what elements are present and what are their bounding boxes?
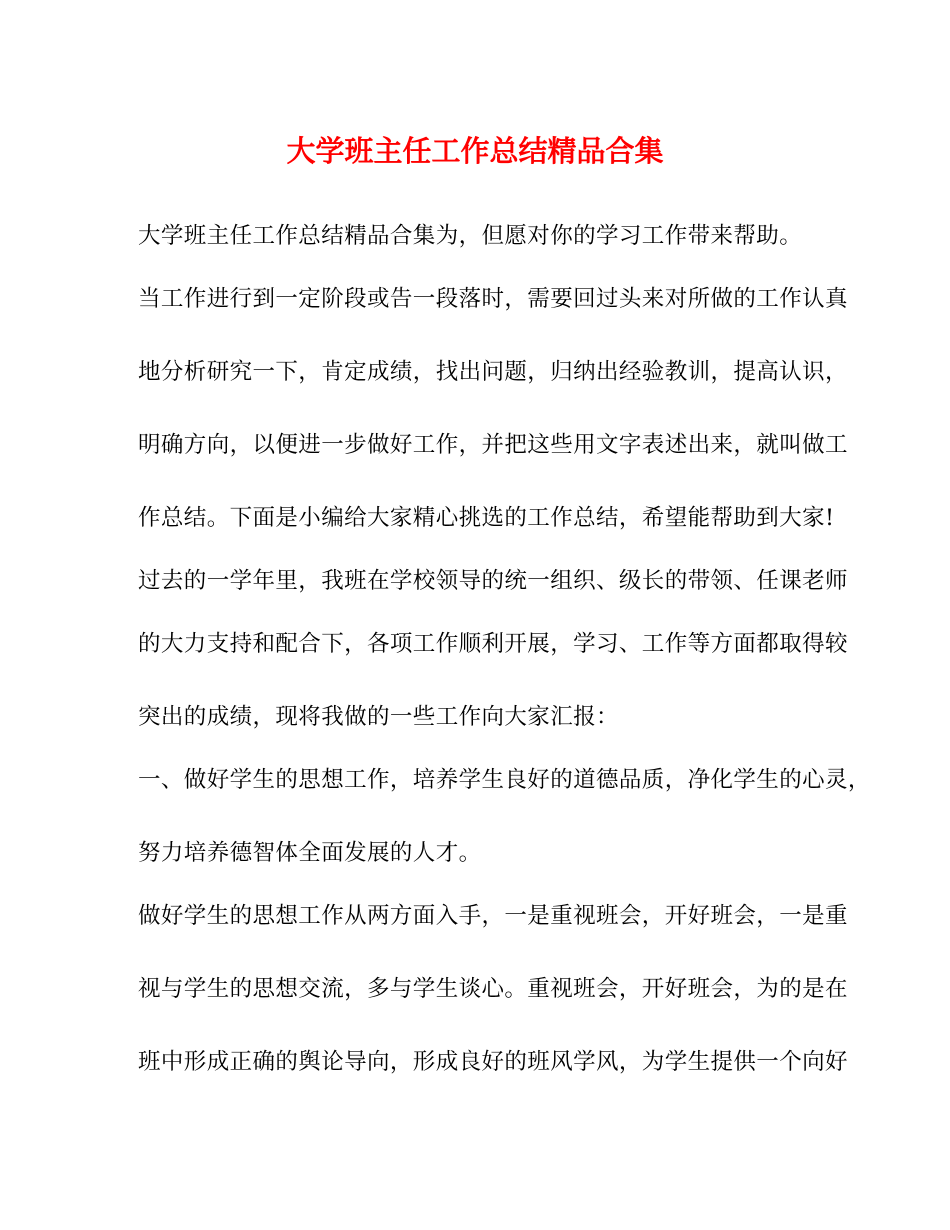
body-line: 当工作进行到一定阶段或告一段落时，需要回过头来对所做的工作认真 xyxy=(138,286,848,312)
body-line: 的大力支持和配合下，各项工作顺利开展，学习、工作等方面都取得较 xyxy=(138,631,848,657)
body-line: 一、做好学生的思想工作，培养学生良好的道德品质，净化学生的心灵， xyxy=(138,767,871,793)
body-line: 作总结。下面是小编给大家精心挑选的工作总结，希望能帮助到大家! xyxy=(138,505,835,531)
body-line: 明确方向，以便进一步做好工作，并把这些用文字表述出来，就叫做工 xyxy=(138,432,848,458)
document-title: 大学班主任工作总结精品合集 xyxy=(286,134,664,168)
body-line: 努力培养德智体全面发展的人才。 xyxy=(138,840,482,866)
body-line: 突出的成绩，现将我做的一些工作向大家汇报： xyxy=(138,704,619,730)
body-line: 过去的一学年里，我班在学校领导的统一组织、级长的带领、任课老师 xyxy=(138,568,848,594)
body-line: 做好学生的思想工作从两方面入手，一是重视班会，开好班会，一是重 xyxy=(138,903,848,929)
body-line: 大学班主任工作总结精品合集为，但愿对你的学习工作带来帮助。 xyxy=(138,223,803,249)
body-line: 班中形成正确的舆论导向，形成良好的班风学风，为学生提供一个向好 xyxy=(138,1049,848,1075)
body-line: 视与学生的思想交流，多与学生谈心。重视班会，开好班会，为的是在 xyxy=(138,976,848,1002)
body-line: 地分析研究一下，肯定成绩，找出问题，归纳出经验教训，提高认识， xyxy=(138,359,848,385)
